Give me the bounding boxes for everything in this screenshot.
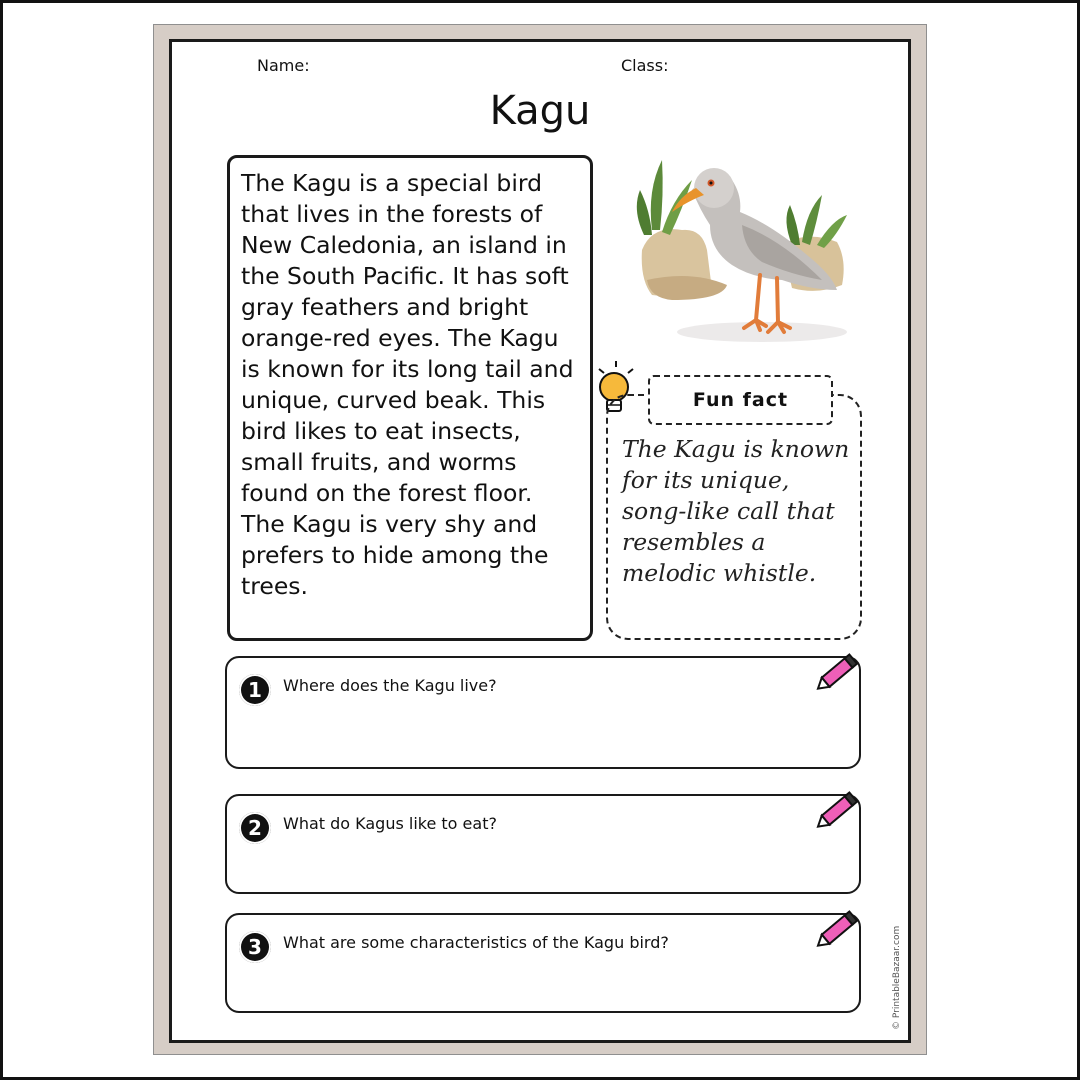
question-box-1[interactable] (225, 656, 861, 769)
copyright-credit: © PrintableBazaar.com (892, 925, 902, 1030)
question-number-1: 1 (239, 674, 271, 706)
worksheet-title: Kagu (489, 88, 591, 134)
question-box-2[interactable] (225, 794, 861, 894)
name-label: Name: (257, 56, 310, 75)
question-text-2: What do Kagus like to eat? (283, 814, 497, 833)
class-label: Class: (621, 56, 669, 75)
kagu-bird-illustration (632, 150, 854, 350)
fun-fact-label: Fun fact (648, 375, 833, 425)
question-text-3: What are some characteristics of the Kagu bird? (283, 933, 669, 952)
question-number-3: 3 (239, 931, 271, 963)
pencil-icon (811, 907, 863, 955)
question-box-3[interactable] (225, 913, 861, 1013)
fun-fact-text: The Kagu is known for its unique, song-like call that resembles a melodic whistle. (622, 435, 850, 587)
reading-passage: The Kagu is a special bird that lives in the forests of New Caledonia, an island in the South Pacific. It has soft gray feathers and bright orange-red eyes. The Kagu is known for its long tail and unique, curved beak. This bird likes to eat insects, small fruits, and worms found on the forest floor. The Kagu is very shy and prefers to hide among the trees. (227, 155, 593, 641)
pencil-icon (811, 650, 863, 698)
question-text-1: Where does the Kagu live? (283, 676, 497, 695)
question-number-2: 2 (239, 812, 271, 844)
pencil-icon (811, 788, 863, 836)
